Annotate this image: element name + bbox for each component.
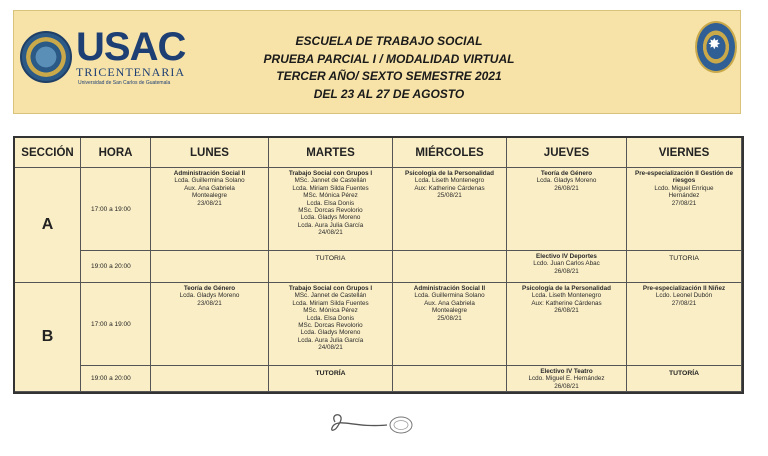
column-header: VIERNES — [627, 138, 742, 168]
course-detail: Lcdo. Juan Carlos Abac — [533, 260, 600, 268]
course-title: Electivo IV Deportes — [536, 253, 597, 260]
course-detail: Lcda. Aura Julia García — [297, 336, 364, 344]
title-line-1: ESCUELA DE TRABAJO SOCIAL — [295, 34, 483, 48]
document-title — [204, 33, 574, 103]
time-slot: 17:00 a 19:00 — [81, 168, 151, 251]
logo-university: Universidad de San Carlos de Guatemala — [78, 80, 171, 86]
course-cell — [393, 366, 507, 392]
column-header: MARTES — [269, 138, 393, 168]
course-cell — [627, 168, 742, 251]
signature-icon — [325, 410, 420, 440]
course-title: Electivo IV Teatro — [540, 368, 593, 375]
course-detail: 25/08/21 — [437, 192, 462, 200]
course-detail: Lcda. Gladys Moreno — [300, 214, 361, 222]
title-line-2: PRUEBA PARCIAL I / MODALIDAD VIRTUAL — [263, 51, 515, 66]
course-detail: Lcda. Liseth Montenegro — [414, 177, 485, 185]
column-header: SECCIÓN — [15, 138, 81, 168]
logo-subtitle: TRICENTENARIA — [76, 65, 185, 79]
course-detail: Aux: Katherine Cárdenas — [414, 184, 485, 192]
course-cell — [393, 251, 507, 283]
course-cell — [151, 251, 269, 283]
title-line-3: TERCER AÑO/ SEXTO SEMESTRE 2021 — [276, 69, 502, 83]
course-detail: Lcda. Elsa Donis — [306, 314, 355, 322]
course-detail: Aux: Katherine Cárdenas — [531, 299, 602, 307]
course-detail: MSc. Dorcas Revolorio — [298, 207, 363, 215]
course-title: Pre-especialización II Gestión de riesgos — [635, 170, 733, 185]
university-seal-icon — [20, 31, 72, 83]
course-cell — [151, 366, 269, 392]
time-slot: 17:00 a 19:00 — [81, 283, 151, 366]
course-detail: Lcdo. Leonel Dubón — [655, 292, 713, 300]
course-cell — [507, 251, 627, 283]
column-header: HORA — [81, 138, 151, 168]
course-cell — [507, 283, 627, 366]
course-title: Administración Social II — [173, 170, 246, 177]
tutoria-cell: TUTORIA — [269, 251, 393, 283]
course-detail: Montealegre — [191, 192, 227, 200]
section-label: A — [15, 168, 81, 283]
course-title: Psicología de la Personalidad — [522, 285, 611, 292]
title-line-4: DEL 23 AL 27 DE AGOSTO — [313, 86, 465, 101]
course-detail: 27/08/21 — [671, 199, 697, 207]
time-slot: 19:00 a 20:00 — [81, 366, 151, 392]
course-cell — [627, 283, 742, 366]
course-title: Teoría de Género — [540, 170, 593, 177]
course-detail: Lcda. Gladys Moreno — [300, 329, 361, 337]
course-detail: MSc. Jannet de Castellán — [294, 292, 367, 300]
schedule-table — [13, 136, 744, 394]
course-detail: 26/08/21 — [554, 307, 579, 315]
course-title: Trabajo Social con Grupos I — [288, 170, 373, 177]
course-detail: 26/08/21 — [554, 184, 579, 192]
course-cell — [393, 168, 507, 251]
course-detail: 24/08/21 — [318, 229, 343, 237]
course-detail: MSc. Jannet de Castellán — [294, 177, 367, 185]
school-seal-icon: ✸ — [695, 21, 737, 73]
course-cell — [151, 168, 269, 251]
course-detail: MSc. Mónica Pérez — [303, 192, 358, 200]
course-title: Teoría de Género — [183, 285, 236, 292]
course-cell — [151, 283, 269, 366]
course-cell — [393, 283, 507, 366]
course-cell — [269, 168, 393, 251]
column-header: JUEVES — [507, 138, 627, 168]
course-detail: Aux. Ana Gabriela — [424, 299, 475, 307]
course-cell — [507, 168, 627, 251]
tutoria-cell: TUTORÍA — [269, 366, 393, 392]
course-detail: 27/08/21 — [671, 299, 697, 307]
usac-logo — [20, 25, 190, 93]
course-title: Administración Social II — [413, 285, 486, 292]
course-detail: 24/08/21 — [318, 344, 343, 352]
course-cell — [269, 283, 393, 366]
course-title: Pre-especialización II Niñez — [642, 285, 726, 292]
time-slot: 19:00 a 20:00 — [81, 251, 151, 283]
tutoria-cell: TUTORÍA — [627, 366, 742, 392]
course-detail: 23/08/21 — [197, 199, 222, 207]
course-detail: Lcda. Miriam Silda Fuentes — [292, 184, 369, 192]
course-detail: 26/08/21 — [554, 382, 579, 390]
logo-name: USAC — [76, 25, 186, 69]
course-detail: MSc. Mónica Pérez — [303, 307, 358, 315]
course-detail: 25/08/21 — [437, 314, 462, 322]
section-label: B — [15, 283, 81, 392]
course-title: Trabajo Social con Grupos I — [288, 285, 373, 292]
course-detail: Lcda. Gladys Moreno — [179, 292, 240, 300]
tutoria-cell: TUTORIA — [627, 251, 742, 283]
course-detail: Lcdo. Miguel Enrique — [654, 184, 714, 192]
course-detail: Lcdo. Miguel E. Hernández — [528, 375, 605, 383]
column-header: LUNES — [151, 138, 269, 168]
course-detail: Lcda. Guillermina Solano — [414, 292, 485, 300]
course-detail: Hernández — [668, 192, 700, 200]
course-detail: Montealegre — [431, 307, 467, 315]
course-detail: 26/08/21 — [554, 267, 579, 275]
course-detail: Lcda. Liseth Montenegro — [531, 292, 602, 300]
course-title: Psicología de la Personalidad — [405, 170, 494, 177]
course-detail: Lcda. Aura Julia García — [297, 221, 364, 229]
course-detail: 23/08/21 — [197, 299, 222, 307]
course-cell — [507, 366, 627, 392]
course-detail: MSc. Dorcas Revolorio — [298, 322, 363, 330]
course-detail: Lcda. Gladys Moreno — [536, 177, 597, 185]
column-header: MIÉRCOLES — [393, 138, 507, 168]
course-detail: Aux. Ana Gabriela — [184, 184, 235, 192]
course-detail: Lcda. Elsa Donis — [306, 199, 355, 207]
course-detail: Lcda. Miriam Silda Fuentes — [292, 299, 369, 307]
document-header — [13, 10, 741, 114]
course-detail: Lcda. Guillermina Solano — [174, 177, 245, 185]
